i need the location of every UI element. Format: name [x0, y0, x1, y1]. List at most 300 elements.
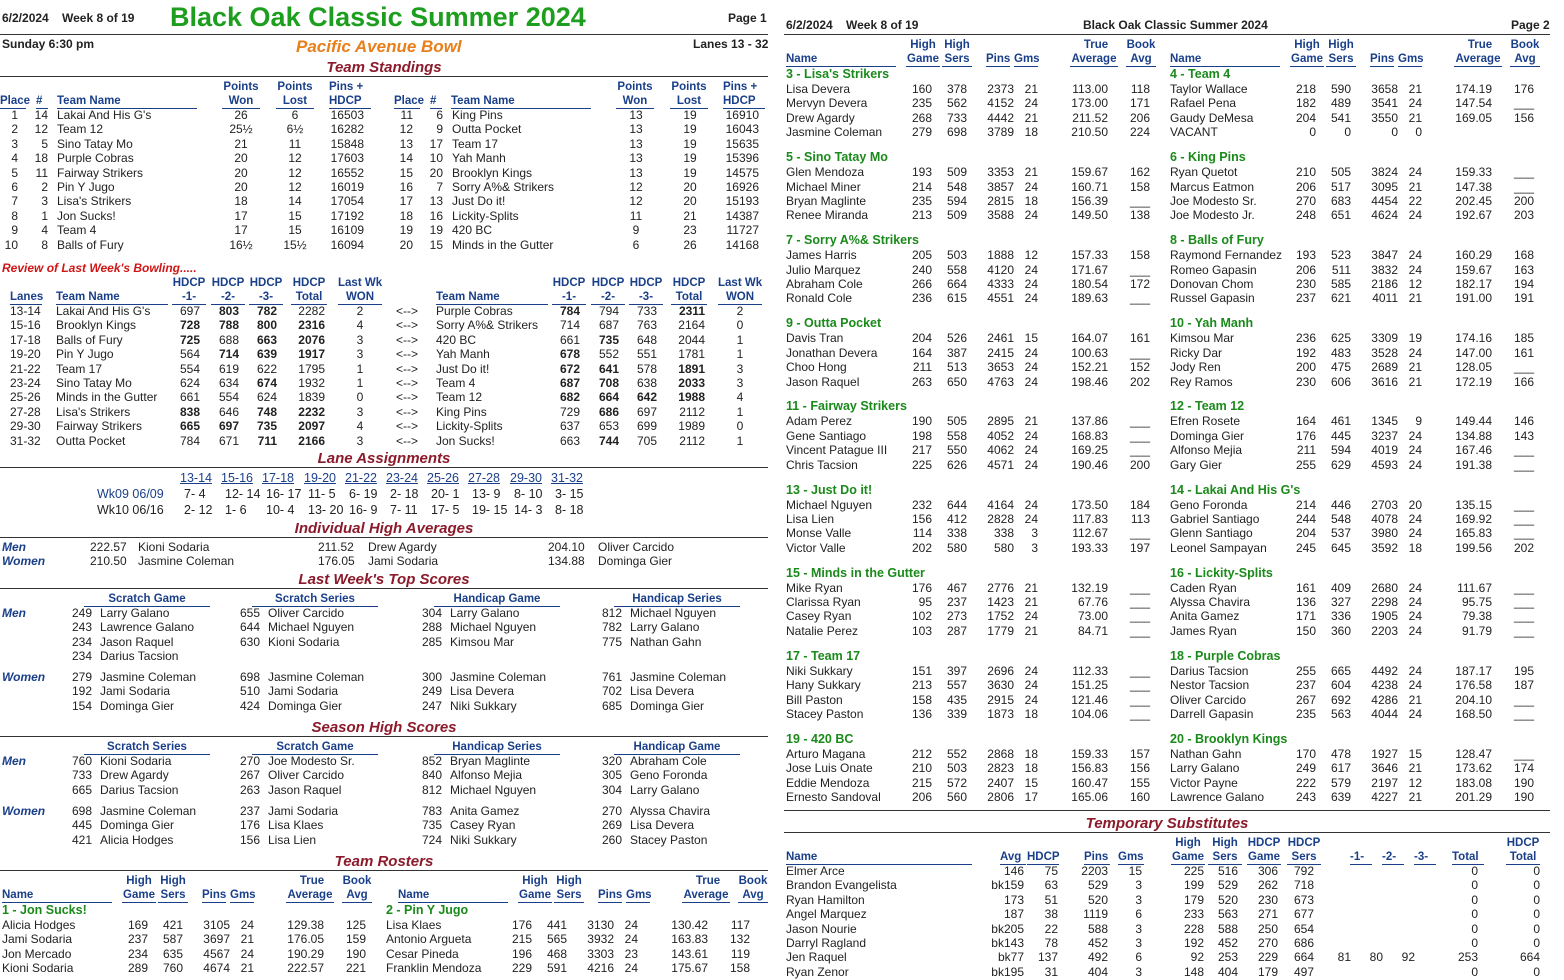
high-series: 558 — [946, 262, 967, 277]
bowler-name: Lisa Devera — [630, 684, 695, 699]
bowler-name: Jason Nourie — [786, 921, 857, 936]
roster-row — [1168, 262, 1534, 277]
high-game: 92 — [1190, 950, 1204, 965]
substitute-row — [784, 921, 1540, 936]
total-score: 2282 — [298, 304, 325, 318]
book-average: 132 — [729, 932, 750, 947]
true-average: 191.38 — [1455, 457, 1492, 472]
bowler-name: Eddie Mendoza — [786, 775, 870, 790]
lanes: 13-14 — [10, 304, 41, 318]
last-week-header: Last Wk — [338, 277, 383, 289]
true-average: 211.52 — [1072, 110, 1108, 125]
book-average: 224 — [1129, 125, 1150, 140]
roster-row — [784, 277, 1150, 291]
high-series: 621 — [1330, 291, 1351, 306]
score: 154 — [71, 698, 92, 713]
high-game: 211 — [912, 360, 932, 375]
roster-row — [784, 623, 1150, 638]
team-name: Pin Y Jugo — [56, 347, 114, 362]
true-average: 149.44 — [1455, 414, 1492, 429]
pins: 2203 — [1371, 623, 1398, 638]
games: 24 — [1408, 428, 1422, 443]
high-series: 585 — [1330, 277, 1351, 291]
review-heading: Review of Last Week's Bowling..... — [2, 261, 197, 275]
game-score: 725 — [179, 332, 200, 347]
team-name: 420 BC — [436, 332, 477, 347]
standings-row — [0, 194, 364, 209]
pins: 3697 — [203, 932, 230, 947]
games: 24 — [1024, 609, 1038, 624]
points-lost: 6½ — [286, 122, 304, 137]
team-name: Sino Tatay Mo — [56, 376, 132, 390]
team-name-header: Team Name — [56, 290, 168, 305]
points-won: 21 — [234, 136, 248, 151]
bowling-center: Pacific Avenue Bowl — [296, 37, 462, 56]
game-score: 624 — [256, 390, 277, 405]
roster-row — [784, 291, 1150, 306]
roster-row — [784, 125, 1150, 140]
high-series: 0 — [1344, 125, 1351, 140]
roster-row — [784, 165, 1150, 180]
games: 24 — [1024, 277, 1038, 291]
high-game: 215 — [511, 932, 532, 947]
points-won-header: Points — [617, 81, 653, 93]
pins: 4019 — [1371, 443, 1398, 458]
bowler-name: Rey Ramos — [1170, 374, 1233, 389]
game-score: 682 — [559, 390, 580, 405]
roster-row — [384, 961, 750, 976]
high-series: 421 — [162, 918, 183, 932]
pins: 3630 — [987, 678, 1014, 693]
high-series: 526 — [946, 331, 967, 346]
section-rule — [0, 467, 768, 468]
bowler-name: Anita Gamez — [450, 804, 520, 818]
header-rule — [784, 34, 1550, 35]
games: 21 — [1408, 790, 1422, 804]
book-average: 138 — [1129, 208, 1150, 223]
high-game: 202 — [911, 540, 932, 555]
name-header: Name — [786, 52, 896, 67]
bowler-name: Michael Nguyen — [450, 782, 537, 797]
roster-row — [384, 932, 750, 947]
lane-matchup: 2- 12 — [184, 503, 213, 517]
book-average: 172 — [1129, 277, 1150, 291]
bowler-name: Geno Foronda — [630, 768, 708, 783]
score: 320 — [601, 754, 622, 768]
true-average: 183.08 — [1455, 775, 1492, 790]
true-average: 165.83 — [1455, 526, 1492, 541]
pins: 1927 — [1371, 746, 1398, 761]
team-heading: 4 - Team 4 — [1170, 67, 1231, 81]
high-game: 235 — [911, 193, 932, 208]
total-score: 2033 — [678, 376, 705, 390]
pins: 2696 — [987, 663, 1014, 678]
bowler-name: Jasmine Coleman — [138, 554, 235, 569]
bowler-name: Casey Ryan — [786, 609, 852, 624]
pins-hdcp: 16282 — [330, 122, 364, 137]
roster-row — [1168, 663, 1534, 678]
book-average: 171 — [1129, 96, 1150, 111]
true-average: 104.06 — [1071, 706, 1108, 721]
score: 782 — [601, 620, 622, 635]
bowler-name: Lisa Devera — [786, 82, 851, 96]
team-name: Minds in the Gutter — [452, 237, 554, 252]
score: 304 — [421, 606, 442, 620]
hdcp-total-header: HDCP — [1506, 837, 1540, 849]
score-category-header: Handicap Game — [614, 740, 740, 755]
substitute-row — [784, 864, 1540, 878]
lane-matchup: 16- 9 — [349, 503, 378, 517]
game-header: -2- — [1382, 850, 1404, 865]
hdcp-series: 792 — [1293, 864, 1314, 878]
pins: 3847 — [1371, 248, 1398, 263]
high-game: 204 — [911, 331, 932, 346]
book-average: ___ — [1129, 428, 1150, 443]
pins: 529 — [1087, 878, 1108, 893]
roster-row — [784, 580, 1150, 595]
high-series: 594 — [1330, 443, 1351, 458]
pins: 4227 — [1371, 790, 1398, 804]
true-average: 159.67 — [1455, 262, 1492, 277]
pins-hdcp: 16019 — [330, 180, 364, 194]
score-category-header: Handicap Game — [434, 592, 560, 607]
game-score: 699 — [636, 419, 657, 434]
section-rule — [0, 870, 768, 871]
roster-row — [784, 331, 1150, 346]
book-average: 163 — [1513, 262, 1534, 277]
true-average: 210.50 — [1071, 125, 1108, 140]
game-score: 665 — [179, 419, 200, 434]
bowler-name: Joe Modesto Jr. — [1170, 208, 1255, 223]
bowler-name: Jasmine Coleman — [786, 125, 883, 140]
team-name: Purple Cobras — [436, 304, 513, 318]
hdcp-header: HDCP — [172, 277, 206, 289]
game-score: 687 — [559, 376, 580, 390]
games: 24 — [1408, 96, 1422, 111]
games: 9 — [1415, 414, 1422, 429]
high-game: 200 — [1295, 360, 1316, 375]
high-series: 552 — [946, 746, 967, 761]
book-average: 125 — [345, 918, 366, 932]
pins: 2407 — [987, 775, 1014, 790]
games: 24 — [240, 946, 254, 961]
true-average: 159.67 — [1071, 165, 1108, 180]
bowler-name: Ryan Hamilton — [786, 892, 865, 907]
points-won: 16½ — [229, 237, 253, 252]
team-heading: 11 - Fairway Strikers — [786, 399, 907, 414]
book-average: 168 — [1513, 248, 1534, 263]
high-series: 520 — [1217, 892, 1238, 907]
high-series: 639 — [1330, 790, 1351, 804]
pins: 2828 — [987, 511, 1014, 526]
high-game: 240 — [911, 262, 932, 277]
high-game: 230 — [1295, 277, 1316, 291]
high-game: 164 — [911, 345, 932, 360]
pins-hdcp: 17603 — [330, 151, 364, 166]
score: 733 — [71, 768, 92, 783]
bowler-name: Caden Ryan — [1170, 580, 1237, 595]
bowler-name: Kimsou Mar — [1170, 331, 1235, 346]
high-series: 435 — [946, 692, 967, 707]
bowler-name: Kimsou Mar — [450, 634, 515, 649]
games: 12 — [1408, 775, 1422, 790]
high-game: 267 — [1295, 692, 1316, 707]
true-average: 134.88 — [1455, 428, 1492, 443]
roster-row — [1168, 193, 1534, 208]
versus-arrow: <--> — [396, 318, 419, 333]
score: 812 — [601, 606, 622, 620]
lanes: 19-20 — [10, 347, 41, 362]
book-average: 191 — [1513, 291, 1534, 306]
pins: 4551 — [987, 291, 1014, 306]
true-average: 130.42 — [671, 918, 708, 932]
book-average: ___ — [1129, 345, 1150, 360]
score: 270 — [601, 804, 622, 818]
roster-row — [0, 918, 366, 932]
section-rule — [784, 832, 1550, 833]
bowler-name: Cesar Pineda — [386, 946, 459, 961]
men-label: Men — [2, 606, 26, 620]
high-game: 217 — [911, 443, 932, 458]
points-won: 4 — [356, 419, 364, 434]
hdcp-total: 0 — [1533, 921, 1540, 936]
game-score: 794 — [598, 304, 619, 318]
pins: 4011 — [1372, 291, 1398, 306]
pins: 3857 — [987, 179, 1014, 194]
standings-row — [0, 108, 364, 122]
high-game: 199 — [1183, 878, 1204, 893]
pins: 4674 — [203, 961, 230, 976]
score: 698 — [71, 804, 92, 818]
high-game: 156 — [911, 511, 932, 526]
score: 192 — [71, 684, 92, 699]
pins: 4044 — [1371, 706, 1398, 721]
roster-row — [384, 946, 750, 961]
roster-row — [1168, 345, 1534, 360]
bowler-name: Alfonso Mejia — [450, 768, 523, 783]
standings-row — [395, 223, 759, 238]
pins-hdcp: 16910 — [725, 108, 759, 122]
bowler-name: Leonel Sampayan — [1170, 540, 1267, 555]
book-average: ___ — [1513, 580, 1534, 595]
bowler-name: Casey Ryan — [450, 818, 516, 833]
games: 24 — [1024, 663, 1038, 678]
section-rule — [784, 810, 1550, 811]
roster-row — [1168, 414, 1534, 429]
high-game: 213 — [911, 678, 932, 693]
high-series: 580 — [946, 540, 967, 555]
book-average: ___ — [1513, 443, 1534, 458]
roster-row — [1168, 692, 1534, 707]
place: 7 — [11, 194, 18, 209]
book-average: 119 — [730, 946, 750, 961]
hdcp-game: 230 — [1257, 892, 1278, 907]
pins: 3789 — [987, 125, 1014, 140]
pins: 1423 — [987, 595, 1014, 609]
games: 24 — [1024, 96, 1038, 111]
high-game: 237 — [1295, 291, 1316, 306]
bowler-name: Marcus Eatmon — [1170, 179, 1255, 194]
total: 0 — [1471, 907, 1478, 922]
roster-row — [1168, 428, 1534, 443]
versus-arrow: <--> — [396, 390, 419, 405]
roster-row — [784, 96, 1150, 111]
score: 445 — [71, 818, 92, 833]
points-won: 4 — [356, 318, 364, 333]
games: 24 — [1408, 706, 1422, 721]
high-series: 503 — [946, 248, 967, 263]
pins: 3592 — [1371, 540, 1398, 555]
substitute-row — [784, 907, 1540, 922]
roster-row — [1168, 96, 1534, 111]
pins: 404 — [1087, 964, 1108, 979]
games: 24 — [1408, 165, 1422, 180]
high-game: 237 — [1295, 678, 1316, 693]
roster-row — [0, 946, 366, 961]
high-series: 387 — [946, 345, 967, 360]
book-average: 206 — [1129, 110, 1150, 125]
total-score: 1988 — [678, 390, 705, 405]
team-heading: 3 - Lisa's Strikers — [786, 67, 890, 81]
points-won: 20 — [234, 151, 248, 166]
roster-row — [1168, 775, 1534, 790]
roster-row — [1168, 540, 1534, 555]
book-average: ___ — [1129, 609, 1150, 624]
place-header: Place — [0, 95, 31, 107]
high-series: 467 — [946, 580, 967, 595]
true-average: 132.19 — [1071, 580, 1108, 595]
pins-header: Pins — [986, 53, 1011, 65]
bowler-name: Abraham Cole — [786, 277, 863, 291]
pins: 520 — [1087, 892, 1108, 907]
book-average: ___ — [1129, 443, 1150, 458]
bowler-name: Monse Valle — [786, 526, 852, 541]
high-game: 210 — [1295, 165, 1316, 180]
score-category-header: Scratch Series — [84, 740, 210, 755]
high-series: 339 — [946, 706, 967, 721]
score: 775 — [601, 634, 622, 649]
standings-row — [0, 136, 364, 151]
bowler-name: Michael Nguyen — [268, 620, 355, 635]
high-series: 378 — [946, 82, 967, 96]
average: 187 — [1003, 907, 1024, 922]
team-number: 8 — [41, 237, 48, 252]
games: 24 — [1408, 457, 1422, 472]
high-series: 446 — [1330, 497, 1351, 512]
team-heading: 19 - 420 BC — [786, 731, 854, 746]
points-won-header: Won — [616, 94, 654, 109]
place: 13 — [399, 136, 413, 151]
book-average: ___ — [1129, 663, 1150, 678]
hdcp-header: HDCP — [292, 277, 326, 289]
bowler-name: Glenn Santiago — [1170, 526, 1253, 541]
bowler-name: Jasmine Coleman — [100, 804, 197, 818]
high-game: 212 — [911, 746, 932, 761]
pins: 4164 — [987, 497, 1014, 512]
pins: 3646 — [1371, 761, 1398, 776]
high-series: 517 — [1330, 179, 1351, 194]
high-series: 409 — [1330, 580, 1351, 595]
book-average: ___ — [1513, 497, 1534, 512]
high-series: 441 — [546, 918, 567, 932]
roster-row — [0, 932, 366, 947]
lane-pair-header: 29-30 — [510, 471, 542, 485]
high-game-header: High — [126, 875, 152, 887]
games: 18 — [1024, 706, 1038, 721]
high-series-header: High — [944, 39, 970, 51]
true-average: 147.00 — [1455, 345, 1492, 360]
average-value: 222.57 — [90, 540, 127, 554]
total: 253 — [1457, 950, 1478, 965]
high-series: 237 — [946, 595, 967, 609]
bowler-name: Renee Miranda — [786, 208, 869, 223]
bowler-name: Drew Agardy — [786, 110, 855, 125]
score: 270 — [239, 754, 260, 768]
pins: 4571 — [987, 457, 1014, 472]
bowler-name: Larry Galano — [630, 782, 700, 797]
standings-row — [0, 165, 364, 180]
pins: 2186 — [1371, 277, 1398, 291]
total: 0 — [1471, 864, 1478, 878]
book-average: ___ — [1129, 262, 1150, 277]
game-score: 663 — [559, 433, 580, 448]
games: 18 — [1408, 540, 1422, 555]
score: 234 — [71, 649, 92, 664]
score-category-header: Scratch Series — [252, 592, 378, 607]
book-average: ___ — [1513, 746, 1534, 761]
roster-row — [784, 248, 1150, 263]
team-heading: 17 - Team 17 — [786, 648, 861, 663]
pins-hdcp: 16094 — [330, 237, 364, 252]
game-score: 714 — [559, 318, 580, 333]
team-name: Balls of Fury — [56, 332, 123, 347]
substitute-row — [784, 936, 1540, 950]
roster-row — [784, 208, 1150, 223]
score: 269 — [601, 818, 622, 833]
review-row — [0, 433, 744, 448]
lane-matchup: 6- 19 — [349, 487, 378, 501]
place: 20 — [399, 237, 413, 252]
true-average: 190.29 — [287, 946, 324, 961]
team-name: King Pins — [436, 404, 487, 419]
true-average: 176.05 — [287, 932, 324, 947]
hdcp-total: 664 — [1519, 950, 1540, 965]
true-average: 143.61 — [671, 946, 708, 961]
games: 24 — [1408, 248, 1422, 263]
team-number: 10 — [429, 151, 443, 166]
lanes: 23-24 — [10, 376, 41, 390]
games: 15 — [1128, 864, 1142, 878]
pins: 338 — [993, 526, 1014, 541]
review-row — [0, 419, 744, 434]
book-average-header: Book — [1510, 39, 1540, 51]
score: 783 — [421, 804, 442, 818]
games: 24 — [624, 918, 638, 932]
standings-row — [395, 108, 759, 122]
standings-row — [395, 194, 759, 209]
team-name: Fairway Strikers — [57, 165, 144, 180]
hdcp: 63 — [1044, 878, 1058, 893]
total-score: 1932 — [298, 376, 325, 390]
high-series: 505 — [1330, 165, 1351, 180]
game-2: 80 — [1369, 950, 1383, 965]
place: 19 — [399, 223, 413, 238]
pins: 1345 — [1371, 414, 1398, 429]
true-average: 202.45 — [1455, 193, 1492, 208]
high-game: 136 — [911, 706, 932, 721]
hdcp: 78 — [1044, 936, 1058, 950]
team-number: 2 — [41, 180, 48, 194]
